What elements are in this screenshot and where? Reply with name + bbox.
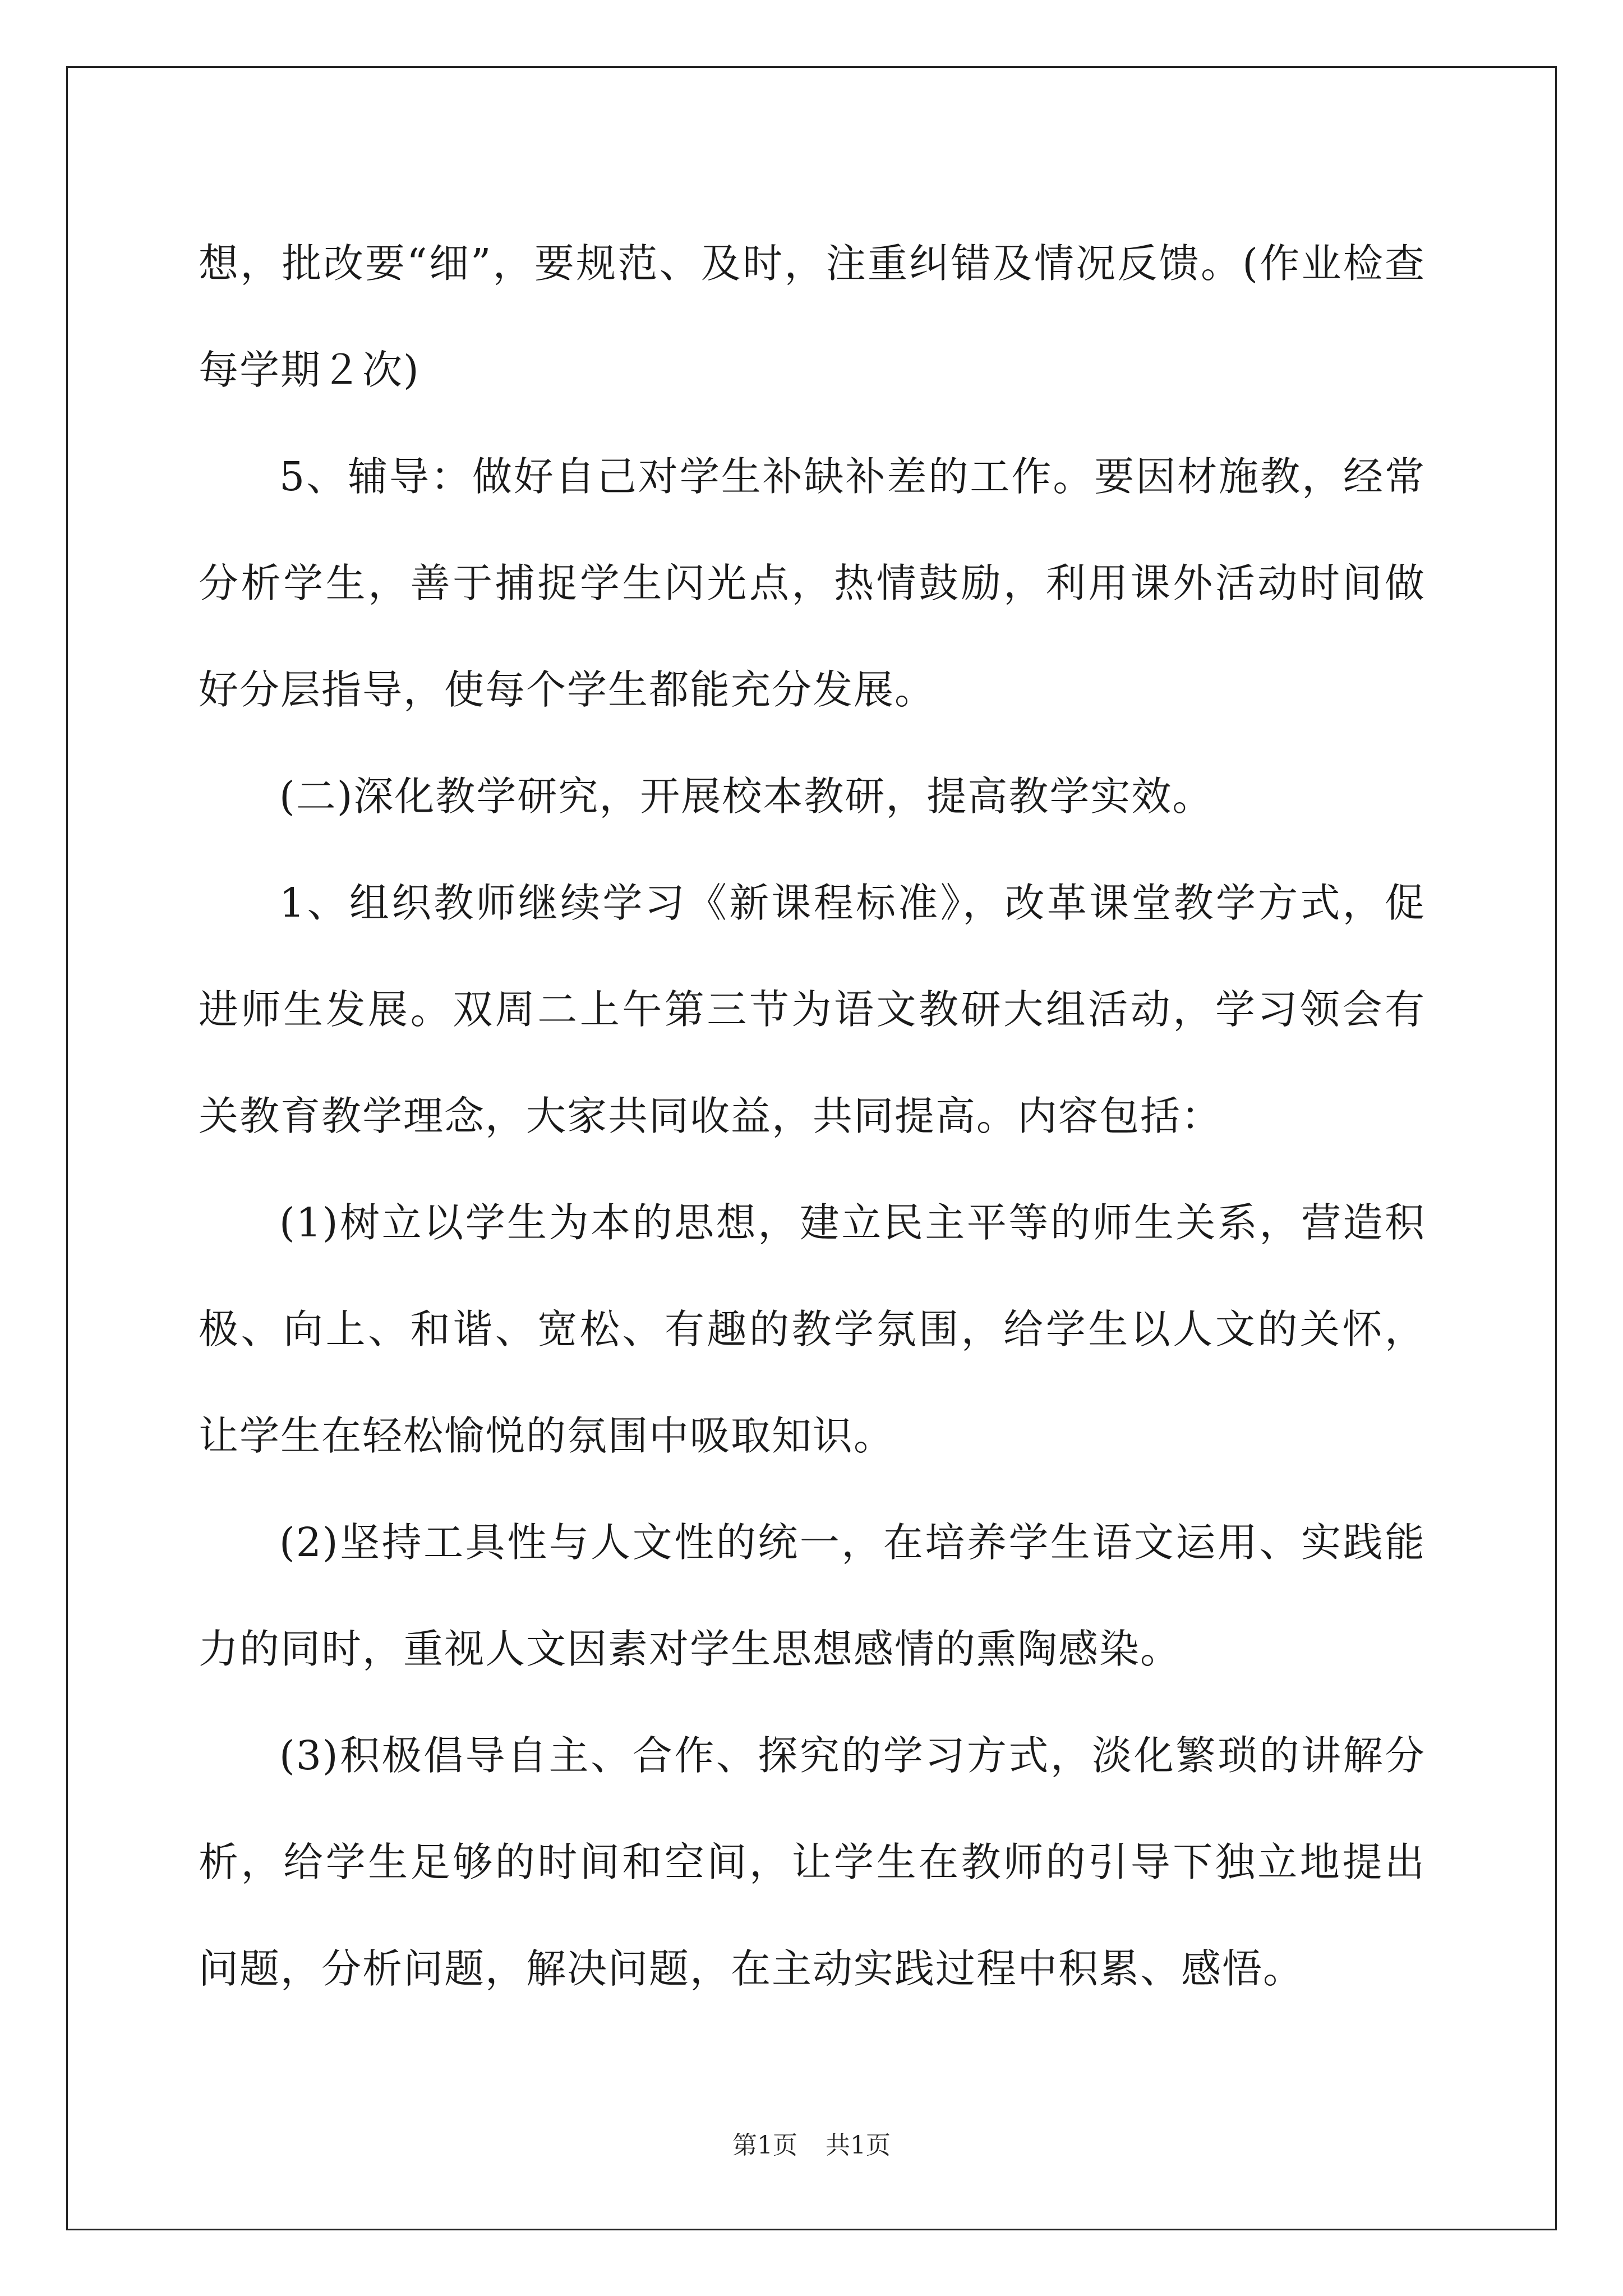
document-body [199,210,1426,2022]
paragraph-continuation: 想，批改要“细”，要规范、及时，注重纠错及情况反馈。(作业检查每学期２次) [199,240,1426,393]
page-number: 第1页 [732,2131,797,2160]
paragraph-curriculum-study: 1、组织教师继续学习《新课程标准》，改革课堂教学方式，促进师生发展。双周二上午第三节为语文教研大组活动，学习领会有关教育教学理念，大家共同收益，共同提高。内容包括： [199,880,1426,1139]
list-item-2: (2)坚持工具性与人文性的统一，在培养学生语文运用、实践能力的同时，重视人文因素对学生思想感情的熏陶感染。 [199,1519,1426,1672]
list-item-1: (1)树立以学生为本的思想，建立民主平等的师生关系，营造积极、向上、和谐、宽松、有趣的教学氛围，给学生以人文的关怀，让学生在轻松愉悦的氛围中吸取知识。 [199,1199,1426,1459]
page-footer [0,2129,1623,2162]
section-heading-teaching-research: (二)深化教学研究，开展校本教研，提高教学实效。 [279,773,1214,820]
page-total: 共1页 [826,2131,891,2160]
list-item-3: (3)积极倡导自主、合作、探究的学习方式，淡化繁琐的讲解分析，给学生足够的时间和空间，让学生在教师的引导下独立地提出问题，分析问题，解决问题，在主动实践过程中积累、感悟。 [199,1732,1426,1992]
paragraph-tutoring: 5、辅导：做好自己对学生补缺补差的工作。要因材施教，经常分析学生，善于捕捉学生闪光点，热情鼓励，利用课外活动时间做好分层指导，使每个学生都能充分发展。 [199,453,1426,713]
